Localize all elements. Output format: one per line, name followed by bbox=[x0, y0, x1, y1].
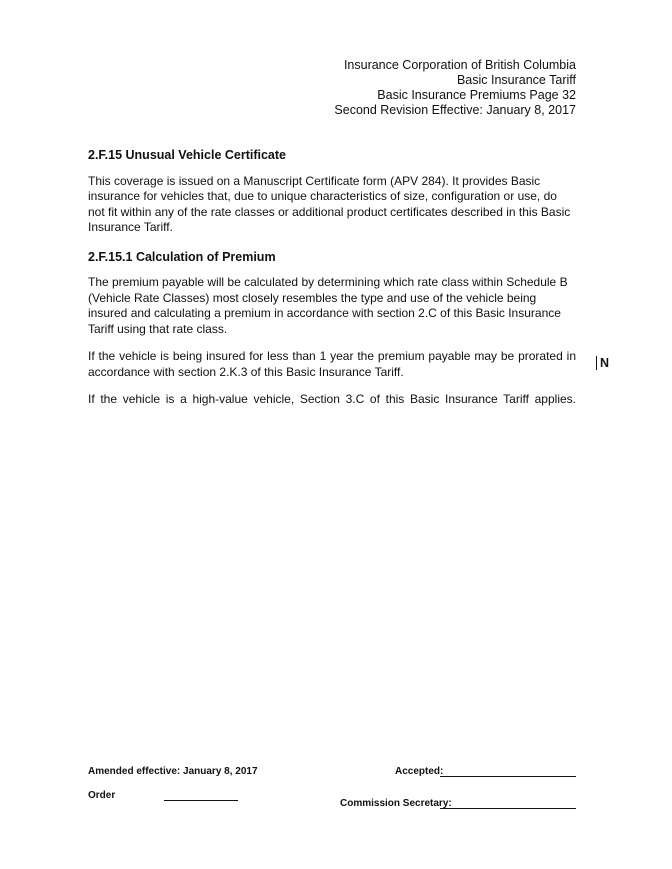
premium-paragraph-1: The premium payable will be calculated by determining which rate class within Schedule B (Vehicle Rate Classes) most closely resembles the type and use of the vehicle being insured and calculating a premium in accordance with section 2.C of this Basic Insurance Tariff using that rate class. bbox=[88, 275, 568, 336]
amended-effective-label: Amended effective: January 8, 2017 bbox=[88, 766, 258, 777]
header-section-page: Basic Insurance Premiums Page 32 bbox=[377, 88, 576, 102]
header-organization: Insurance Corporation of British Columbia bbox=[343, 58, 576, 72]
premium-paragraph-3: If the vehicle is a high-value vehicle, Section 3.C of this Basic Insurance Tariff applies. bbox=[88, 392, 576, 406]
header-revision: Second Revision Effective: January 8, 2017 bbox=[334, 103, 576, 117]
order-label: Order bbox=[88, 790, 116, 801]
revision-marker: N bbox=[596, 356, 609, 370]
premium-paragraph-2: If the vehicle is being insured for less than 1 year the premium payable may be prorated in accordance with section 2.K.3 of this Basic Insurance Tariff. bbox=[88, 349, 576, 379]
accepted-signature-line bbox=[440, 776, 576, 777]
section-paragraph: This coverage is issued on a Manuscript Certificate form (APV 284). It provides Basic insurance for vehicles that, due to unique characteristics of size, configuration or use, do not fit within any of the rate classes or additional product certificates described in this Basic Insurance Tariff. bbox=[88, 173, 571, 234]
accepted-label: Accepted: bbox=[395, 766, 444, 777]
subsection-heading: 2.F.15.1 Calculation of Premium bbox=[88, 249, 276, 264]
page-header bbox=[300, 58, 576, 118]
order-signature-line bbox=[164, 800, 238, 801]
secretary-signature-line bbox=[440, 808, 576, 809]
commission-secretary-label: Commission Secretary: bbox=[340, 798, 452, 809]
document-body bbox=[88, 148, 576, 420]
header-document-title: Basic Insurance Tariff bbox=[456, 73, 576, 87]
section-heading: 2.F.15 Unusual Vehicle Certificate bbox=[88, 148, 286, 162]
